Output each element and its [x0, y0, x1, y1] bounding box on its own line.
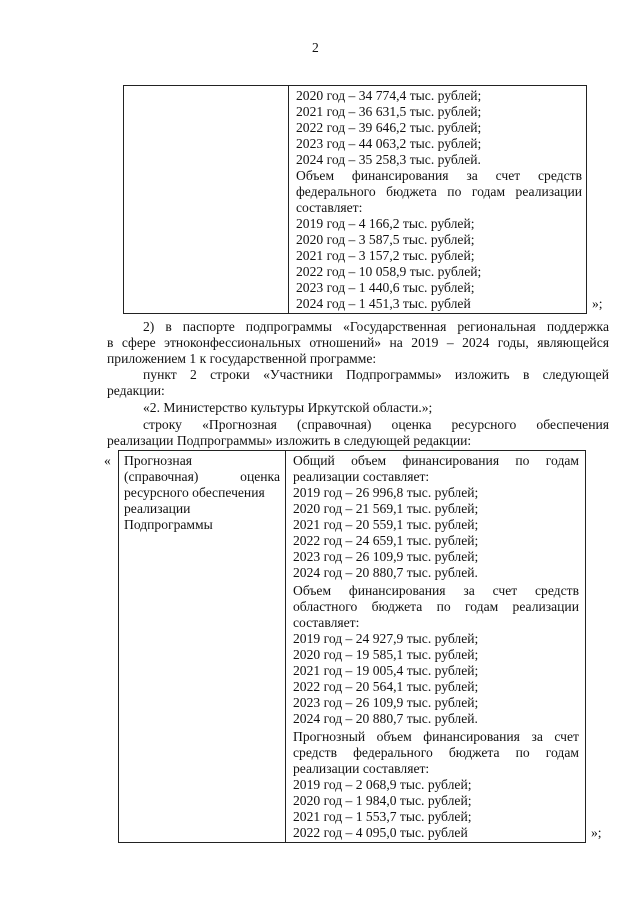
- list-item: 2019 год – 24 927,9 тыс. рублей;: [293, 631, 479, 646]
- paragraph-line: 2) в паспорте подпрограммы «Государственная региональная поддержка: [143, 319, 609, 334]
- list-item: 2020 год – 1 984,0 тыс. рублей;: [293, 793, 472, 808]
- closing-quote: »;: [591, 825, 602, 840]
- cell-line: реализации: [124, 501, 191, 516]
- list-item: 2023 год – 26 109,9 тыс. рублей;: [293, 695, 479, 710]
- list-item: 2019 год – 4 166,2 тыс. рублей;: [296, 216, 475, 231]
- list-item: 2024 год – 1 451,3 тыс. рублей: [296, 296, 471, 311]
- paragraph-line: составляет:: [296, 200, 363, 215]
- list-item: 2020 год – 3 587,5 тыс. рублей;: [296, 232, 475, 247]
- paragraph-line: строку «Прогнозная (справочная) оценка ресурсного обеспечения: [143, 417, 609, 432]
- list-item: 2023 год – 1 440,6 тыс. рублей;: [296, 280, 475, 295]
- paragraph-line: редакции:: [107, 383, 165, 398]
- paragraph-line: Объем финансирования за счет средств: [293, 583, 579, 598]
- list-item: 2023 год – 44 063,2 тыс. рублей;: [296, 136, 482, 151]
- list-item: 2022 год – 39 646,2 тыс. рублей;: [296, 120, 482, 135]
- paragraph-line: Прогнозный объем финансирования за счет: [293, 729, 579, 744]
- page-number: 2: [312, 40, 319, 55]
- paragraph-line: Общий объем финансирования по годам: [293, 453, 579, 468]
- list-item: 2020 год – 19 585,1 тыс. рублей;: [293, 647, 479, 662]
- list-item: 2022 год – 20 564,1 тыс. рублей;: [293, 679, 479, 694]
- paragraph-line: пункт 2 строки «Участники Подпрограммы» изложить в следующей: [143, 367, 609, 382]
- list-item: 2021 год – 20 559,1 тыс. рублей;: [293, 517, 479, 532]
- cell-line: (справочная) оценка: [124, 469, 280, 484]
- list-item: 2022 год – 24 659,1 тыс. рублей;: [293, 533, 479, 548]
- list-item: 2022 год – 10 058,9 тыс. рублей;: [296, 264, 482, 279]
- list-item: 2022 год – 4 095,0 тыс. рублей: [293, 825, 468, 840]
- paragraph-line: федерального бюджета по годам реализации: [296, 184, 582, 199]
- table-1-divider: [288, 85, 289, 314]
- list-item: 2024 год – 35 258,3 тыс. рублей.: [296, 152, 481, 167]
- list-item: 2024 год – 20 880,7 тыс. рублей.: [293, 565, 478, 580]
- list-item: 2019 год – 26 996,8 тыс. рублей;: [293, 485, 479, 500]
- paragraph-line: областного бюджета по годам реализации: [293, 599, 579, 614]
- list-item: 2020 год – 34 774,4 тыс. рублей;: [296, 88, 482, 103]
- paragraph-line: приложением 1 к государственной программе:: [107, 351, 377, 366]
- paragraph-line: в сфере этноконфессиональных отношений» на 2019 – 2024 годы, являющейся: [107, 335, 609, 350]
- list-item: 2021 год – 36 631,5 тыс. рублей;: [296, 104, 482, 119]
- cell-line: Подпрограммы: [124, 517, 213, 532]
- paragraph-line: «2. Министерство культуры Иркутской области.»;: [143, 400, 433, 415]
- list-item: 2021 год – 3 157,2 тыс. рублей;: [296, 248, 475, 263]
- list-item: 2024 год – 20 880,7 тыс. рублей.: [293, 711, 478, 726]
- cell-line: Прогнозная: [124, 453, 192, 468]
- paragraph-line: составляет:: [293, 615, 360, 630]
- table-2-divider: [285, 450, 286, 843]
- closing-quote: »;: [592, 296, 603, 311]
- paragraph-line: реализации составляет:: [293, 469, 430, 484]
- list-item: 2020 год – 21 569,1 тыс. рублей;: [293, 501, 479, 516]
- list-item: 2021 год – 19 005,4 тыс. рублей;: [293, 663, 479, 678]
- paragraph-line: Объем финансирования за счет средств: [296, 168, 582, 183]
- paragraph-line: реализации составляет:: [293, 761, 430, 776]
- cell-line: ресурсного обеспечения: [124, 485, 265, 500]
- opening-quote: «: [104, 453, 111, 468]
- list-item: 2021 год – 1 553,7 тыс. рублей;: [293, 809, 472, 824]
- paragraph-line: средств федерального бюджета по годам: [293, 745, 579, 760]
- list-item: 2019 год – 2 068,9 тыс. рублей;: [293, 777, 472, 792]
- list-item: 2023 год – 26 109,9 тыс. рублей;: [293, 549, 479, 564]
- paragraph-line: реализации Подпрограммы» изложить в следующей редакции:: [107, 433, 472, 448]
